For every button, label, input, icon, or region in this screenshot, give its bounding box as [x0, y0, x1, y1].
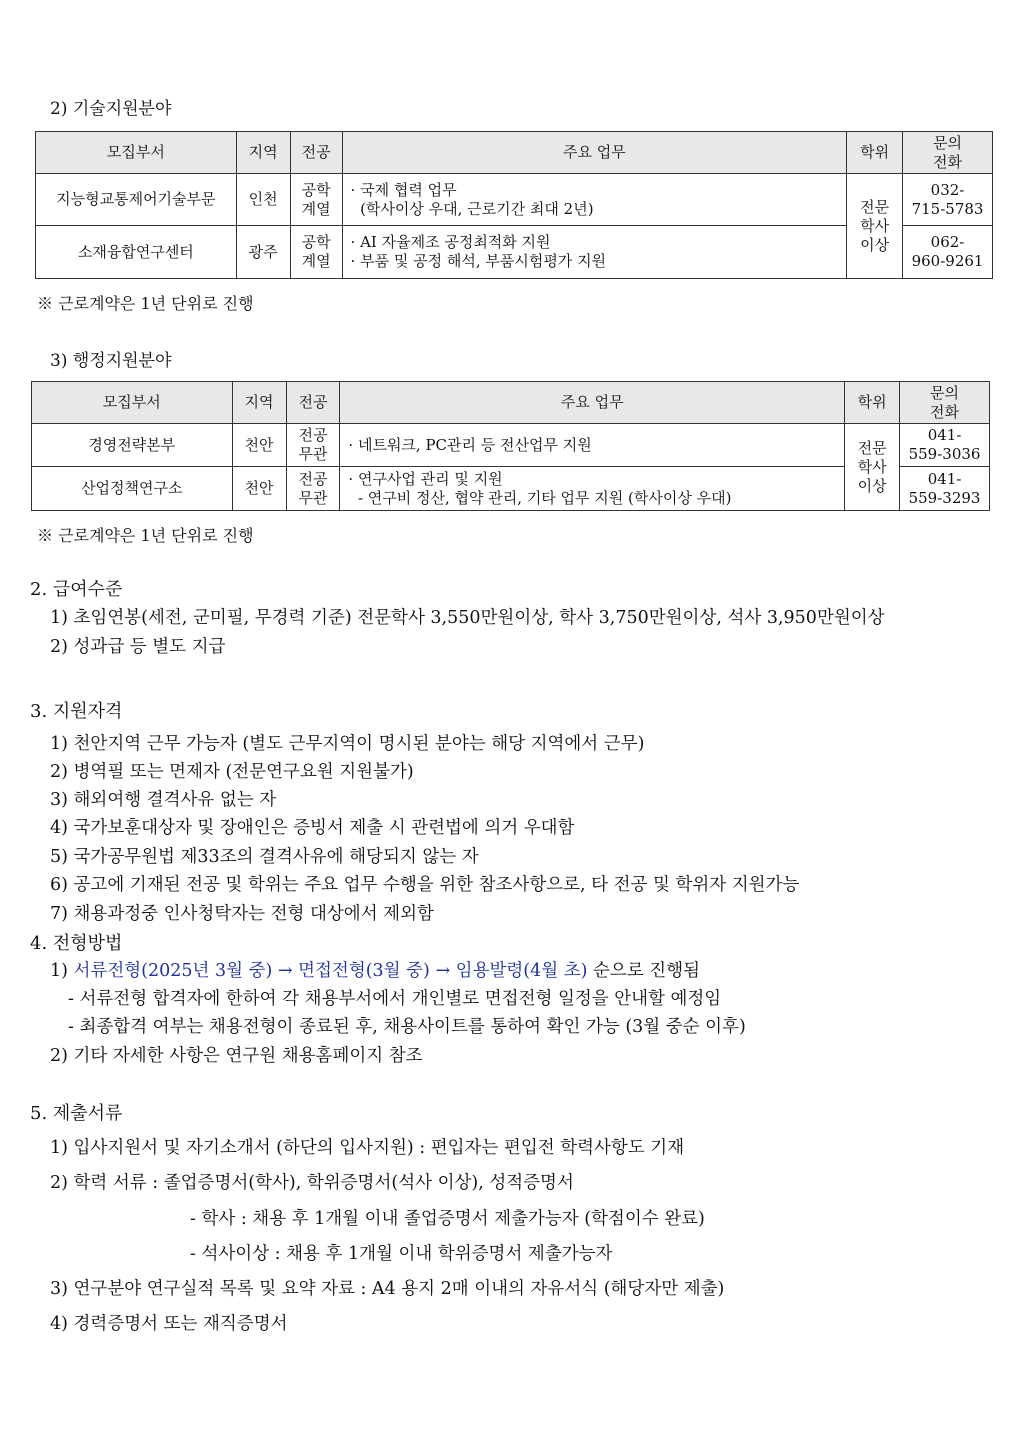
table-row	[36, 174, 993, 226]
list-item: 2) 기타 자세한 사항은 연구원 채용홈페이지 참조	[50, 1046, 423, 1066]
phone-cell: 062- 960-9261	[903, 226, 993, 279]
col-header-major: 전공	[286, 382, 340, 424]
list-item	[50, 957, 700, 982]
list-item: 2) 병역필 또는 면제자 (전문연구요원 지원불가)	[50, 762, 414, 782]
documents-title: 5. 제출서류	[30, 1103, 123, 1124]
degree-cell: 전문 학사 이상	[847, 174, 903, 279]
col-header-region: 지역	[236, 132, 290, 174]
admin-table	[31, 381, 990, 511]
process-schedule-suffix: 순으로 진행됨	[587, 961, 701, 981]
duty-cell: · 국제 협력 업무 (학사이상 우대, 근로기간 최대 2년)	[342, 174, 847, 226]
col-header-region: 지역	[232, 382, 286, 424]
qualification-title: 3. 지원자격	[30, 701, 123, 722]
process-schedule: 서류전형(2025년 3월 중) → 면접전형(3월 중) → 임용발령(4월 초)	[73, 961, 588, 981]
region-cell: 인천	[236, 174, 290, 226]
item-number: 1)	[50, 961, 74, 981]
dept-cell: 지능형교통제어기술부문	[36, 174, 237, 226]
list-item: - 최종합격 여부는 채용전형이 종료된 후, 채용사이트를 통하여 확인 가능 (3월 중순 이후)	[68, 1017, 746, 1037]
duty-cell: · 네트워크, PC관리 등 전산업무 지원	[340, 424, 845, 467]
list-item: 3) 연구분야 연구실적 목록 및 요약 자료 : A4 용지 2매 이내의 자유서식 (해당자만 제출)	[50, 1279, 725, 1299]
dept-cell: 산업정책연구소	[32, 467, 233, 511]
col-header-duty: 주요 업무	[342, 132, 847, 174]
col-header-degree: 학위	[845, 382, 900, 424]
phone-cell: 041- 559-3293	[900, 467, 990, 511]
col-header-phone: 문의 전화	[900, 382, 990, 424]
dept-cell: 소재융합연구센터	[36, 226, 237, 279]
admin-note: ※ 근로계약은 1년 단위로 진행	[37, 526, 254, 545]
col-header-dept: 모집부서	[36, 132, 237, 174]
list-item: - 석사이상 : 채용 후 1개월 이내 학위증명서 제출가능자	[190, 1244, 613, 1264]
col-header-major: 전공	[290, 132, 342, 174]
list-item: - 학사 : 채용 후 1개월 이내 졸업증명서 제출가능자 (학점이수 완료)	[190, 1209, 705, 1229]
col-header-dept: 모집부서	[32, 382, 233, 424]
list-item: 1) 입사지원서 및 자기소개서 (하단의 입사지원) : 편입자는 편입전 학력사항도 기재	[50, 1138, 685, 1158]
degree-cell: 전문 학사 이상	[845, 424, 900, 511]
col-header-degree: 학위	[847, 132, 903, 174]
tech-note: ※ 근로계약은 1년 단위로 진행	[37, 294, 254, 313]
major-cell: 전공 무관	[286, 467, 340, 511]
duty-cell: · 연구사업 관리 및 지원 - 연구비 정산, 협약 관리, 기타 업무 지원 (학사이상 우대)	[340, 467, 845, 511]
tech-heading: 2) 기술지원분야	[50, 99, 172, 119]
phone-cell: 041- 559-3036	[900, 424, 990, 467]
list-item: 5) 국가공무원법 제33조의 결격사유에 해당되지 않는 자	[50, 847, 479, 867]
list-item: 4) 경력증명서 또는 재직증명서	[50, 1314, 288, 1334]
list-item: 1) 천안지역 근무 가능자 (별도 근무지역이 명시된 분야는 해당 지역에서 근무)	[50, 734, 645, 754]
salary-title: 2. 급여수준	[30, 579, 123, 600]
list-item: 1) 초임연봉(세전, 군미필, 무경력 기준) 전문학사 3,550만원이상, 학사 3,750만원이상, 석사 3,950만원이상	[50, 608, 885, 628]
major-cell: 공학 계열	[290, 226, 342, 279]
region-cell: 천안	[232, 467, 286, 511]
list-item: 3) 해외여행 결격사유 없는 자	[50, 790, 277, 810]
major-cell: 공학 계열	[290, 174, 342, 226]
dept-cell: 경영전략본부	[32, 424, 233, 467]
list-item: 6) 공고에 기재된 전공 및 학위는 주요 업무 수행을 위한 참조사항으로, 타 전공 및 학위자 지원가능	[50, 875, 800, 895]
list-item: 2) 성과급 등 별도 지급	[50, 637, 226, 657]
list-item: 4) 국가보훈대상자 및 장애인은 증빙서 제출 시 관련법에 의거 우대함	[50, 818, 575, 838]
col-header-duty: 주요 업무	[340, 382, 845, 424]
col-header-phone: 문의 전화	[903, 132, 993, 174]
list-item: - 서류전형 합격자에 한하여 각 채용부서에서 개인별로 면접전형 일정을 안내할 예정임	[68, 989, 722, 1009]
tech-table	[35, 131, 993, 279]
list-item: 7) 채용과정중 인사청탁자는 전형 대상에서 제외함	[50, 904, 434, 924]
process-title: 4. 전형방법	[30, 933, 123, 954]
table-row	[32, 424, 990, 467]
admin-heading: 3) 행정지원분야	[50, 351, 172, 371]
duty-cell: · AI 자율제조 공정최적화 지원 · 부품 및 공정 해석, 부품시험평가 지원	[342, 226, 847, 279]
region-cell: 광주	[236, 226, 290, 279]
list-item: 2) 학력 서류 : 졸업증명서(학사), 학위증명서(석사 이상), 성적증명서	[50, 1173, 574, 1193]
major-cell: 전공 무관	[286, 424, 340, 467]
region-cell: 천안	[232, 424, 286, 467]
phone-cell: 032- 715-5783	[903, 174, 993, 226]
